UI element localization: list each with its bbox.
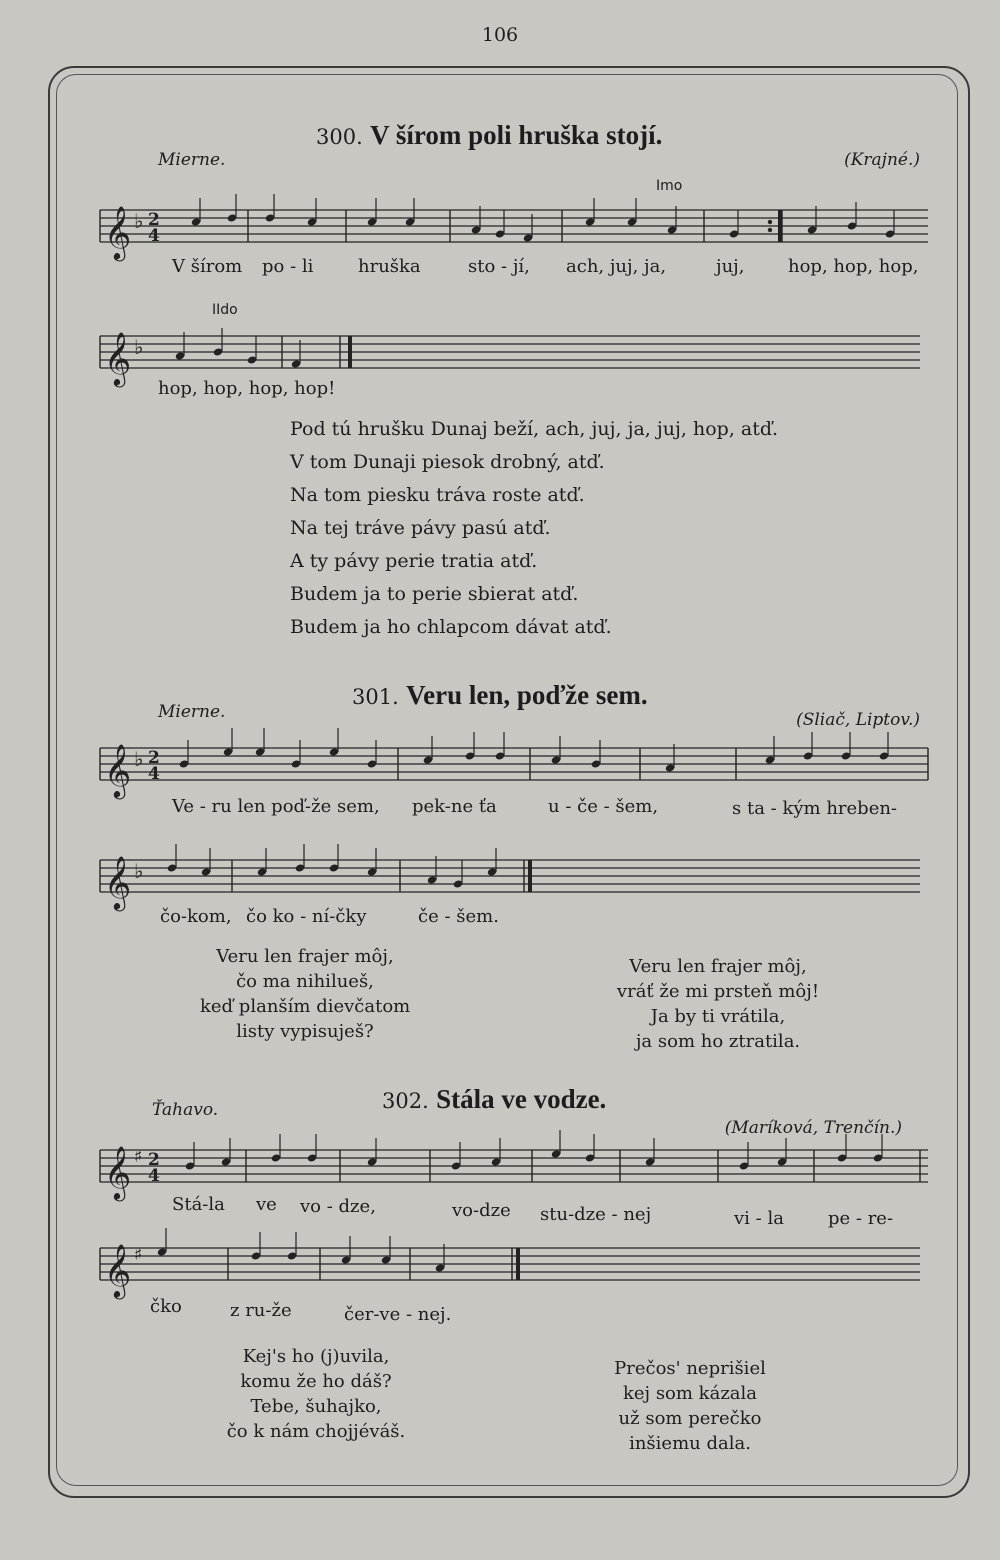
verse-line: Budem ja ho chlapcom dávat atď. <box>290 616 612 638</box>
lyric-syllable: Ve - ru len poď-že sem, <box>172 796 380 817</box>
lyric-syllable: po - li <box>262 256 314 277</box>
verse-line: Na tej tráve pávy pasú atď. <box>290 517 551 539</box>
song-origin: (Sliač, Liptov.) <box>796 710 920 730</box>
verse-line: Pod tú hrušku Dunaj beží, ach, juj, ja, juj, hop, atď. <box>290 418 779 440</box>
stanza-line: Prečos' neprišiel <box>614 1358 766 1379</box>
stanza-line: listy vypisuješ? <box>236 1021 374 1042</box>
lyric-syllable: z ru-že <box>230 1300 292 1321</box>
stanza-line: kej som kázala <box>622 1383 758 1404</box>
lyric-syllable: vo-dze <box>452 1200 511 1221</box>
repeat-dot <box>768 220 772 224</box>
music-staff-300-line2 <box>100 322 930 385</box>
stanza-line: už som perečko <box>618 1408 762 1429</box>
song-title-301 <box>352 680 648 711</box>
verse-line: V tom Dunaji piesok drobný, atď. <box>290 451 605 473</box>
song-number: 300. <box>316 125 363 149</box>
song-origin: (Krajné.) <box>844 150 920 170</box>
lyric-syllable: hop, hop, hop, hop! <box>158 378 336 399</box>
song-name: V šírom poli hruška stojí. <box>370 120 663 150</box>
verse-line: Budem ja to perie sbierat atď. <box>290 583 579 605</box>
stanza-line: čo k nám chojjéváš. <box>226 1421 406 1442</box>
lyric-syllable: če - šem. <box>418 906 499 927</box>
lyric-syllable: u - če - šem, <box>548 796 659 817</box>
volta-second-label: IIdo <box>212 302 238 318</box>
treble-clef-icon: 𝄞 <box>104 1243 132 1297</box>
lyric-syllable: ve <box>256 1194 277 1215</box>
stanza-line: komu že ho dáš? <box>240 1371 392 1392</box>
stanza-left-301 <box>200 944 410 1044</box>
tempo-marking: Ťahavo. <box>152 1100 219 1120</box>
treble-clef-icon: 𝄞 <box>104 855 132 909</box>
lyric-syllable: čo-kom, <box>160 906 232 927</box>
lyric-syllable: hruška <box>358 256 421 277</box>
song-name: Stála ve vodze. <box>436 1084 607 1114</box>
song-origin: (Maríková, Trenčín.) <box>724 1118 902 1138</box>
sharp-sign-icon: ♯ <box>134 1245 143 1265</box>
stanza-line: Kej's ho (j)uvila, <box>242 1346 390 1367</box>
stanza-right-301 <box>588 954 848 1054</box>
tempo-marking: Mierne. <box>158 150 226 170</box>
lyric-syllable: Stá-la <box>172 1194 225 1215</box>
verse-line: Na tom piesku tráva roste atď. <box>290 484 585 506</box>
page-number: 106 <box>481 24 519 46</box>
time-signature-denominator: 4 <box>148 226 160 246</box>
music-staff-301-line2 <box>100 846 930 909</box>
lyric-syllable: vi - la <box>734 1208 784 1229</box>
stanza-right-302 <box>590 1356 790 1456</box>
stanza-line: Ja by ti vrátila, <box>650 1006 786 1027</box>
treble-clef-icon: 𝄞 <box>104 743 132 797</box>
time-signature-numerator: 2 <box>148 210 160 230</box>
time-signature-denominator: 4 <box>148 1166 160 1186</box>
song-name: Veru len, poďže sem. <box>406 680 648 710</box>
lyric-syllable: čko <box>150 1296 182 1317</box>
flat-sign-icon: ♭ <box>134 747 144 771</box>
stanza-line: ja som ho ztratila. <box>635 1031 801 1052</box>
flat-sign-icon: ♭ <box>134 209 144 233</box>
treble-clef-icon: 𝄞 <box>104 1145 132 1199</box>
song-title-300 <box>316 120 662 151</box>
stanza-line: inšiemu dala. <box>629 1433 751 1454</box>
tempo-marking: Mierne. <box>158 702 226 722</box>
time-signature-numerator: 2 <box>148 1150 160 1170</box>
lyric-syllable: sto - jí, <box>468 256 530 277</box>
verse-line: A ty pávy perie tratia atď. <box>290 550 538 572</box>
treble-clef-icon: 𝄞 <box>104 331 132 385</box>
song-number: 302. <box>382 1089 429 1113</box>
stanza-line: vráť že mi prsteň môj! <box>616 981 820 1002</box>
lyric-syllable: juj, <box>716 256 745 277</box>
flat-sign-icon: ♭ <box>134 859 144 883</box>
lyric-syllable: čo ko - ní-čky <box>246 906 367 927</box>
stanza-line: Veru len frajer môj, <box>629 956 807 977</box>
lyric-syllable: stu-dze - nej <box>540 1204 652 1225</box>
flat-sign-icon: ♭ <box>134 335 144 359</box>
stanza-line: keď planším dievčatom <box>200 996 411 1017</box>
sharp-sign-icon: ♯ <box>134 1147 143 1167</box>
repeat-dot <box>768 228 772 232</box>
lyric-syllable: čer-ve - nej. <box>344 1304 452 1325</box>
stanza-line: čo ma nihilueš, <box>236 971 374 992</box>
time-signature-denominator: 4 <box>148 764 160 784</box>
stanza-line: Veru len frajer môj, <box>216 946 394 967</box>
song-title-302 <box>382 1084 606 1115</box>
music-staff-302-line1 <box>100 1136 930 1199</box>
lyric-syllable: V šírom <box>172 256 243 277</box>
time-signature-numerator: 2 <box>148 748 160 768</box>
stanza-left-302 <box>196 1344 436 1444</box>
lyric-syllable: s ta - kým hreben- <box>732 798 898 819</box>
volta-first-label: Imo <box>656 178 683 194</box>
stanza-line: Tebe, šuhajko, <box>250 1396 382 1417</box>
music-staff-300-line1 <box>100 196 930 259</box>
music-staff-301-line1 <box>100 734 930 797</box>
lyric-syllable: pe - re- <box>828 1208 894 1229</box>
lyric-syllable: vo - dze, <box>300 1196 376 1217</box>
lyric-syllable: pek-ne ťa <box>412 796 497 817</box>
song-number: 301. <box>352 685 399 709</box>
lyric-syllable: hop, hop, hop, <box>788 256 919 277</box>
music-staff-302-line2 <box>100 1234 930 1297</box>
treble-clef-icon: 𝄞 <box>104 205 132 259</box>
lyric-syllable: ach, juj, ja, <box>566 256 667 277</box>
